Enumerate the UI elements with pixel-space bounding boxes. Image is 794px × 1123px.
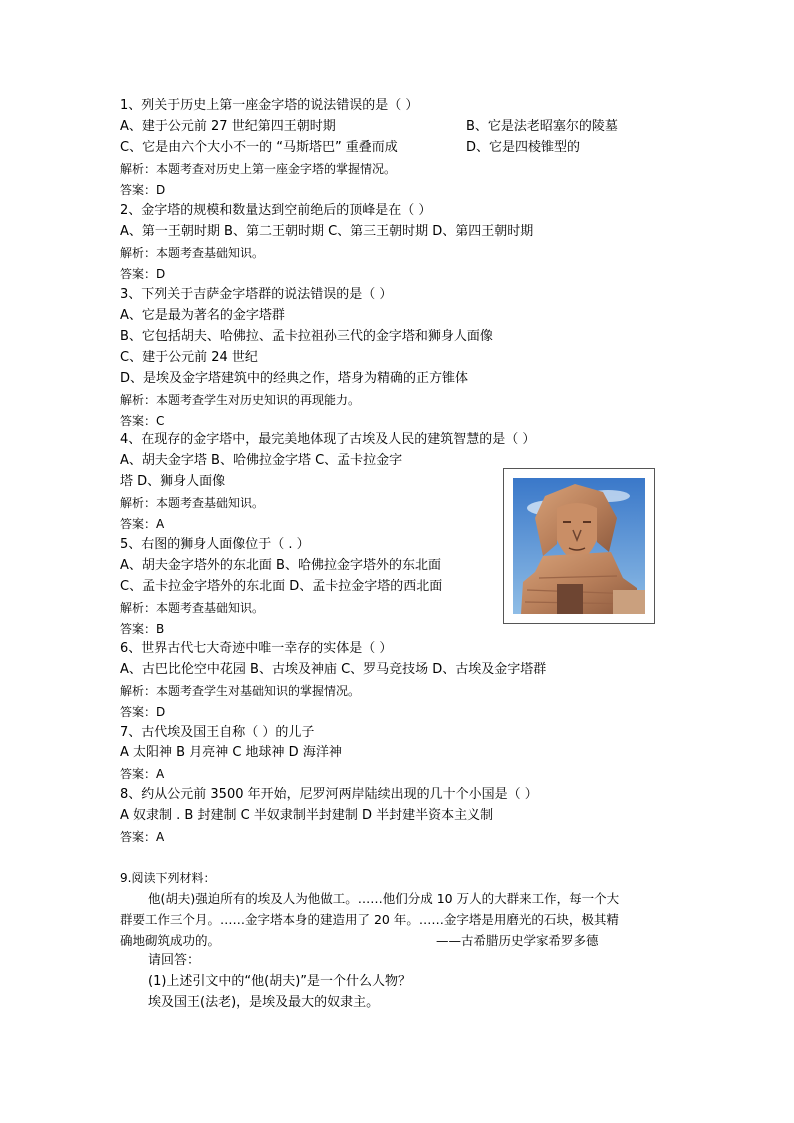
q5-analysis: 解析：本题考查基础知识。 [120, 601, 265, 615]
q1-answer: 答案：D [120, 183, 166, 197]
q3-answer: 答案：C [120, 414, 165, 428]
q2-options: A、第一王朝时期 B、第二王朝时期 C、第三王朝时期 D、第四王朝时期 [120, 224, 534, 239]
q5-options-line1: A、胡夫金字塔外的东北面 B、哈佛拉金字塔外的东北面 [120, 558, 441, 573]
q6-options: A、古巴比伦空中花园 B、古埃及神庙 C、罗马竞技场 D、古埃及金字塔群 [120, 662, 547, 677]
q1-stem: 1、列关于历史上第一座金字塔的说法错误的是（ ） [120, 98, 419, 113]
q7-answer: 答案：A [120, 767, 165, 781]
q7-options: A 太阳神 B 月亮神 C 地球神 D 海洋神 [120, 745, 342, 760]
q2-analysis: 解析：本题考查基础知识。 [120, 246, 265, 260]
q2-answer: 答案：D [120, 267, 166, 281]
q3-analysis: 解析：本题考查学生对历史知识的再现能力。 [120, 393, 361, 407]
q1-option-c: C、它是由六个大小不一的 “马斯塔巴” 重叠而成 [120, 140, 398, 155]
q8-options: A 奴隶制 . B 封建制 C 半奴隶制半封建制 D 半封建半资本主义制 [120, 808, 494, 823]
q3-option-c: C、建于公元前 24 世纪 [120, 350, 258, 365]
q7-stem: 7、古代埃及国王自称（ ）的儿子 [120, 725, 315, 740]
q4-options-line2: 塔 D、狮身人面像 [120, 474, 226, 489]
sphinx-photo-frame [503, 468, 655, 624]
q5-stem: 5、右图的狮身人面像位于（ . ） [120, 537, 310, 552]
q1-option-b: B、它是法老昭塞尔的陵墓 [466, 119, 618, 134]
q5-answer: 答案：B [120, 622, 165, 636]
q1-option-d: D、它是四棱锥型的 [466, 140, 581, 155]
q9-material-line2: 群要工作三个月。……金字塔本身的建造用了 20 年。……金字塔是用磨光的石块，极其精 [120, 912, 619, 927]
q6-answer: 答案：D [120, 705, 166, 719]
q2-stem: 2、金字塔的规模和数量达到空前绝后的顶峰是在（ ） [120, 203, 432, 218]
q8-stem: 8、约从公元前 3500 年开始，尼罗河两岸陆续出现的几十个小国是（ ） [120, 787, 538, 802]
q9-subanswer-1: 埃及国王(法老)，是埃及最大的奴隶主。 [148, 995, 380, 1010]
q4-answer: 答案：A [120, 517, 165, 531]
q4-options-line1: A、胡夫金字塔 B、哈佛拉金字塔 C、孟卡拉金字 [120, 453, 403, 468]
q9-material-line1: 他(胡夫)强迫所有的埃及人为他做工。……他们分成 10 万人的大群来工作，每一个大 [148, 891, 620, 906]
q3-stem: 3、下列关于吉萨金字塔群的说法错误的是（ ） [120, 287, 393, 302]
q3-option-b: B、它包括胡夫、哈佛拉、孟卡拉祖孙三代的金字塔和狮身人面像 [120, 329, 493, 344]
q1-option-a: A、建于公元前 27 世纪第四王朝时期 [120, 119, 336, 134]
q9-source: ——古希腊历史学家希罗多德 [436, 933, 599, 948]
q9-material-line3: 确地砌筑成功的。 [120, 933, 221, 948]
q9-prompt: 请回答： [148, 953, 201, 968]
q3-option-d: D、是埃及金字塔建筑中的经典之作，塔身为精确的正方锥体 [120, 371, 469, 386]
q5-options-line2: C、孟卡拉金字塔外的东北面 D、孟卡拉金字塔的西北面 [120, 579, 443, 594]
q6-analysis: 解析：本题考查学生对基础知识的掌握情况。 [120, 684, 361, 698]
q6-stem: 6、世界古代七大奇迹中唯一幸存的实体是（ ） [120, 641, 393, 656]
q1-analysis: 解析：本题考查对历史上第一座金字塔的掌握情况。 [120, 162, 397, 176]
q4-analysis: 解析：本题考查基础知识。 [120, 496, 265, 510]
q9-stem: 9.阅读下列材料： [120, 871, 216, 885]
q4-stem: 4、在现存的金字塔中，最完美地体现了古埃及人民的建筑智慧的是（ ） [120, 432, 536, 447]
sphinx-photo [513, 478, 645, 614]
q8-answer: 答案：A [120, 830, 165, 844]
q3-option-a: A、它是最为著名的金字塔群 [120, 308, 285, 323]
q9-subquestion-1: (1)上述引文中的“他(胡夫)”是一个什么人物？ [148, 974, 412, 989]
